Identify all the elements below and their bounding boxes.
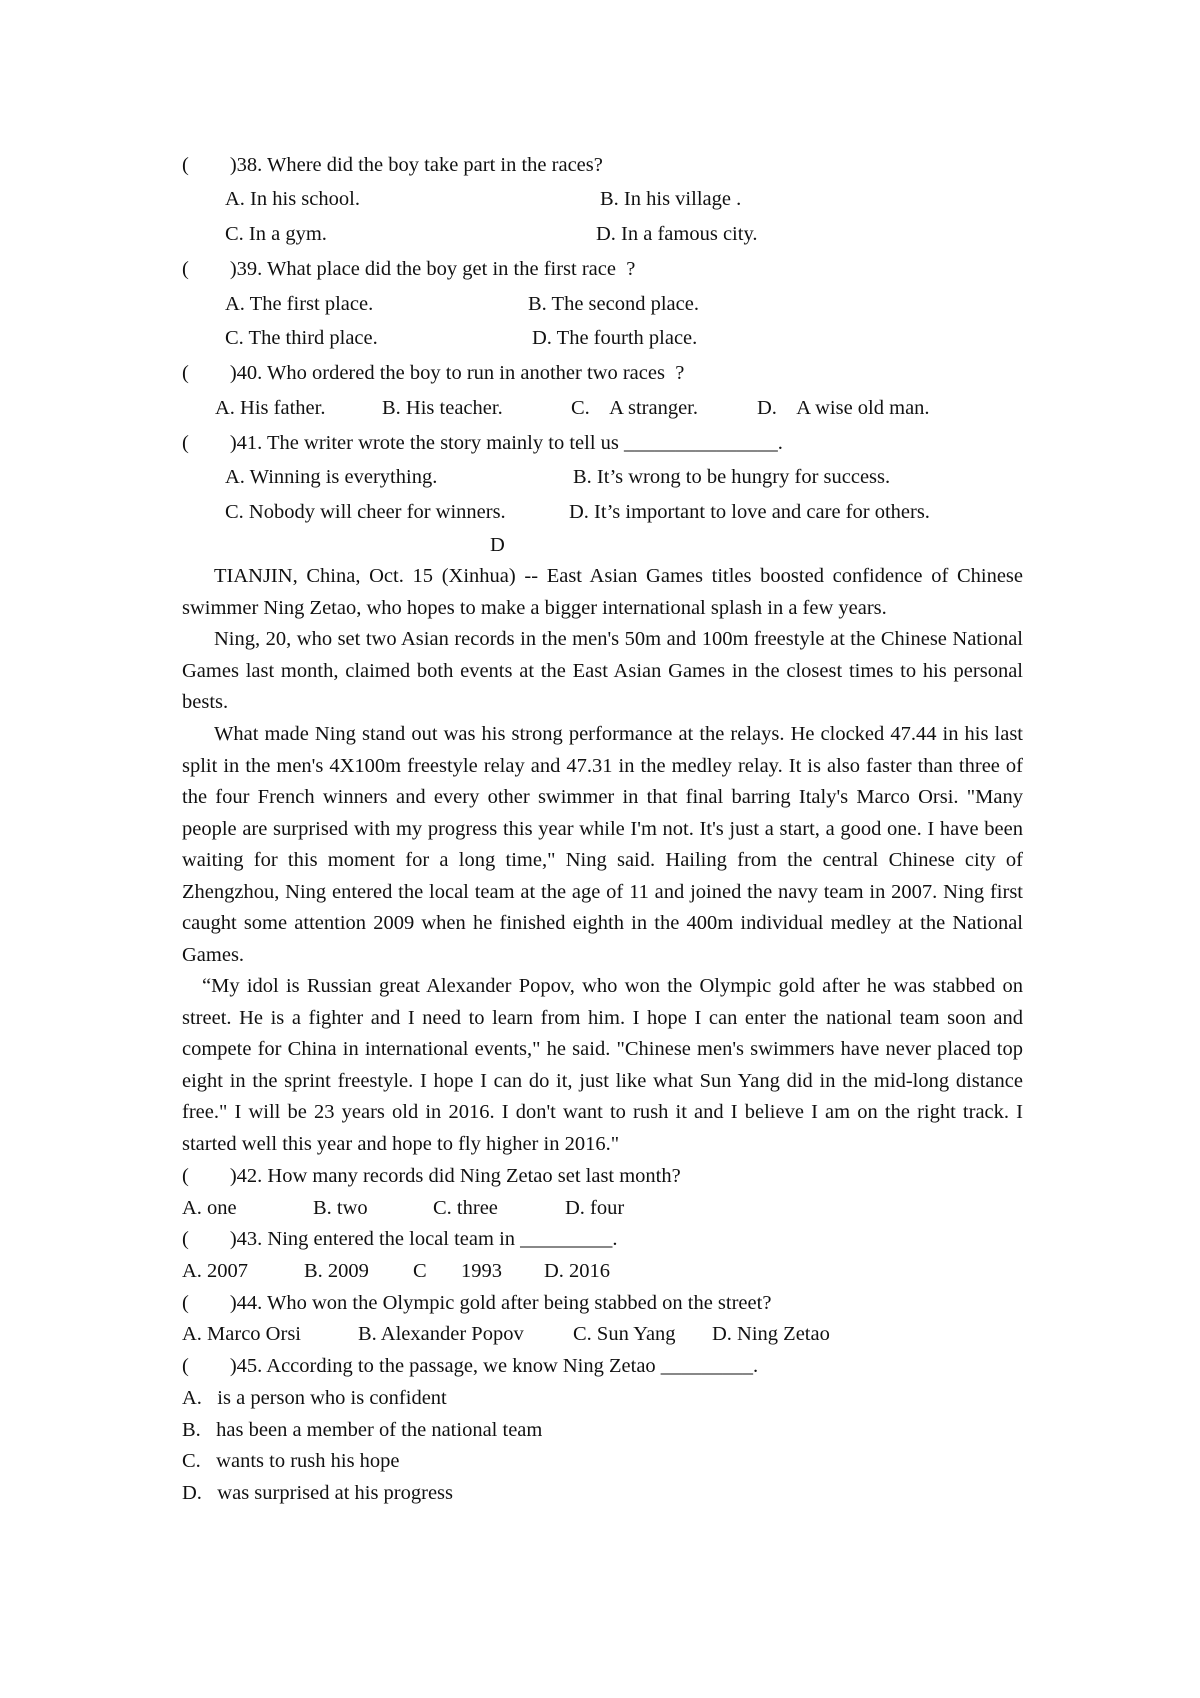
question-42-option-c: C. three: [433, 1197, 498, 1219]
question-38-stem: ( )38. Where did the boy take part in the races?: [182, 154, 603, 176]
question-40-option-b: B. His teacher.: [382, 397, 503, 419]
question-43-option-b: B. 2009: [304, 1260, 369, 1282]
question-43-option-c-value: 1993: [461, 1260, 502, 1282]
question-44-option-b: B. Alexander Popov: [358, 1323, 524, 1345]
question-44-option-d: D. Ning Zetao: [712, 1323, 830, 1345]
question-39-stem: ( )39. What place did the boy get in the first race ?: [182, 258, 636, 280]
question-42-stem: ( )42. How many records did Ning Zetao set last month?: [182, 1165, 681, 1187]
question-40-option-a: A. His father.: [215, 397, 326, 419]
question-45-option-c: C. wants to rush his hope: [182, 1450, 400, 1472]
question-42-option-d: D. four: [565, 1197, 625, 1219]
question-42-option-b: B. two: [313, 1197, 368, 1219]
question-43-option-d: D. 2016: [544, 1260, 611, 1282]
question-41-option-a: A. Winning is everything.: [225, 466, 438, 488]
passage-paragraph-4: “My idol is Russian great Alexander Popov, who won the Olympic gold after he was stabbed on street. He is a fighter and I need to learn from him. I hope I can enter the national team soon and compete for China in international events," he said. "Chinese men's swimmers have never placed top eight in the sprint freestyle. I hope I can do it, just like what Sun Yang did in the mid-long distance free." I will be 23 years old in 2016. I don't want to rush it and I believe I am on the right track. I started well this year and hope to fly higher in 2016.": [182, 975, 1023, 1155]
question-39-option-c: C. The third place.: [225, 327, 378, 349]
question-45-option-a: A. is a person who is confident: [182, 1387, 447, 1409]
section-letter: D: [490, 534, 505, 556]
question-39-option-a: A. The first place.: [225, 293, 374, 315]
question-45-option-d: D. was surprised at his progress: [182, 1482, 454, 1504]
question-43-option-c: C: [413, 1260, 427, 1282]
question-40-stem: ( )40. Who ordered the boy to run in another two races ?: [182, 362, 685, 384]
question-43-stem: ( )43. Ning entered the local team in _________.: [182, 1228, 618, 1250]
question-38-option-c: C. In a gym.: [225, 223, 327, 245]
question-44-option-a: A. Marco Orsi: [182, 1323, 301, 1345]
passage-paragraph-1: TIANJIN, China, Oct. 15 (Xinhua) -- East Asian Games titles boosted confidence of Chinese swimmer Ning Zetao, who hopes to make a bigger international splash in a few years.: [182, 565, 1023, 619]
question-38-option-a: A. In his school.: [225, 188, 360, 210]
question-39-option-b: B. The second place.: [528, 293, 699, 315]
question-40-option-c: C. A stranger.: [571, 397, 698, 419]
question-44-option-c: C. Sun Yang: [573, 1323, 676, 1345]
question-44-stem: ( )44. Who won the Olympic gold after being stabbed on the street?: [182, 1292, 772, 1314]
question-38-option-b: B. In his village .: [600, 188, 742, 210]
question-41-stem: ( )41. The writer wrote the story mainly to tell us _______________.: [182, 432, 783, 454]
question-38-option-d: D. In a famous city.: [596, 223, 758, 245]
question-39-option-d: D. The fourth place.: [532, 327, 698, 349]
question-45-option-b: B. has been a member of the national team: [182, 1419, 543, 1441]
question-41-option-d: D. It’s important to love and care for others.: [569, 501, 930, 523]
question-43-option-a: A. 2007: [182, 1260, 249, 1282]
question-45-stem: ( )45. According to the passage, we know Ning Zetao _________.: [182, 1355, 759, 1377]
question-41-option-b: B. It’s wrong to be hungry for success.: [573, 466, 891, 488]
passage-paragraph-2: Ning, 20, who set two Asian records in the men's 50m and 100m freestyle at the Chinese National Games last month, claimed both events at the East Asian Games in the closest times to his personal bests.: [182, 628, 1023, 713]
question-42-option-a: A. one: [182, 1197, 237, 1219]
passage-paragraph-3: What made Ning stand out was his strong performance at the relays. He clocked 47.44 in his last split in the men's 4X100m freestyle relay and 47.31 in the medley relay. It is also faster than three of the four French winners and every other swimmer in that final barring Italy's Marco Orsi. "Many people are surprised with my progress this year while I'm not. It's just a start, a good one. I have been waiting for this moment for a long time," Ning said. Hailing from the central Chinese city of Zhengzhou, Ning entered the local team at the age of 11 and joined the navy team in 2007. Ning first caught some attention 2009 when he finished eighth in the 400m individual medley at the National Games.: [182, 723, 1023, 966]
question-40-option-d: D. A wise old man.: [757, 397, 930, 419]
question-41-option-c: C. Nobody will cheer for winners.: [225, 501, 506, 523]
